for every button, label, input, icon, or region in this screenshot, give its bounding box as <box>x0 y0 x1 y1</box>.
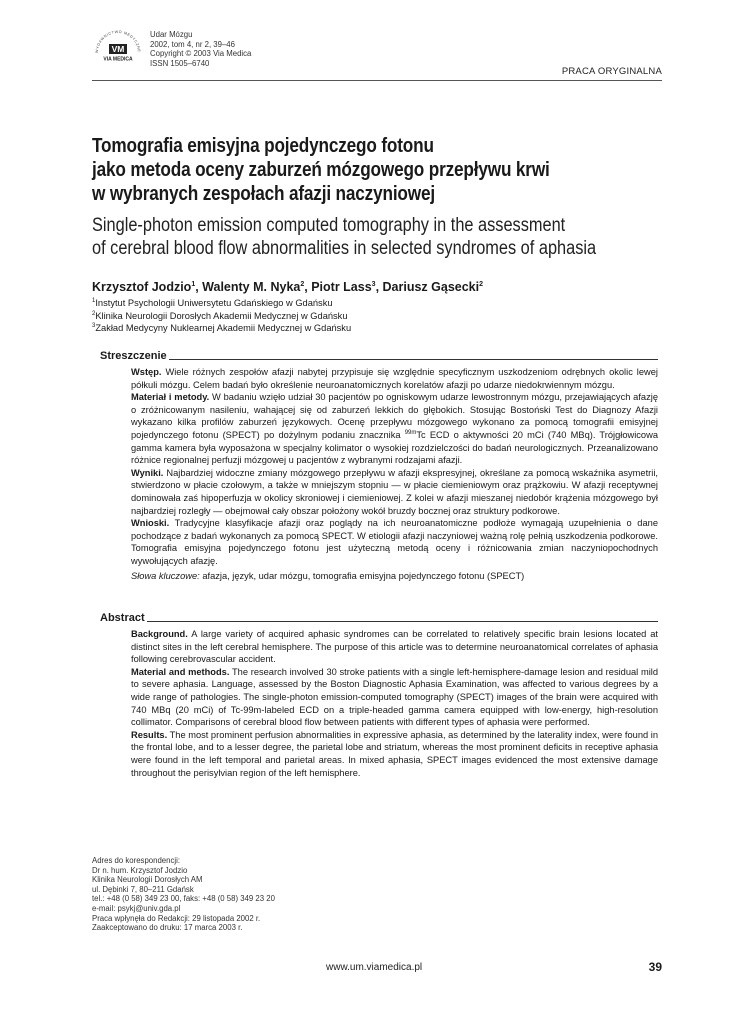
affiliation-text: Zakład Medycyny Nuklearnej Akademii Medycznej w Gdańsku <box>95 323 352 334</box>
title-polish-line: w wybranych zespołach afazji naczyniowej <box>92 183 435 205</box>
author-name: Walenty M. Nyka <box>202 280 301 294</box>
abstract-heading <box>100 612 658 624</box>
journal-info <box>150 30 251 68</box>
logo-publisher: VIA MEDICA <box>103 56 133 63</box>
accepted-date: Zaakceptowano do druku: 17 marca 2003 r. <box>92 923 243 933</box>
affiliation-mark: 2 <box>92 310 96 317</box>
correspondence-block <box>92 856 275 933</box>
wstep-label: Wstęp. <box>131 367 162 377</box>
title-polish-line: Tomografia emisyjna pojedynczego fotonu <box>92 135 434 157</box>
results-label: Results. <box>131 729 168 740</box>
methods-label: Material and methods. <box>131 666 230 677</box>
wstep-paragraph <box>131 366 658 391</box>
keywords-paragraph <box>131 570 658 583</box>
material-label: Materiał i metody. <box>131 392 210 403</box>
author-separator: , <box>375 280 383 294</box>
affiliation-mark: 1 <box>92 297 96 304</box>
wyniki-text: Najbardziej widoczne zmiany mózgowego przepływu w afazji ekspresyjnej, określane za pomocą wskaźnika asymetrii, stwierdzono w płacie czołowym, a także w mniejszym stopniu — w płacie ciemieniowym oraz prążkowiu. W afazji receptywnej dominowała zaś hipoperfuzja w okolicy skroniowej i ciemieniowej. Z kolei w afazji mieszanej niedobór krążenia mózgowego był najbardziej rozległy — obejmował cały obszar położony wokół bruzdy bocznej oraz struktury podkorowe. <box>131 467 658 516</box>
via-medica-logo <box>92 27 144 77</box>
journal-volume: 2002, tom 4, nr 2, 39–46 <box>150 39 235 49</box>
affiliation-item <box>92 297 351 310</box>
wnioski-paragraph <box>131 517 658 567</box>
background-text: A large variety of acquired aphasic syndromes can be correlated to relatively specific brain lesions located at distinct sites in the left cerebral hemisphere. The purpose of this article was to determine neuroanatomical correlates of aphasia following cerebrovascular accident. <box>131 629 658 665</box>
header-divider <box>92 80 662 81</box>
streszczenie-heading-text: Streszczenie <box>100 350 167 362</box>
journal-name: Udar Mózgu <box>150 30 193 39</box>
author-name: Dariusz Gąsecki <box>382 280 480 294</box>
background-paragraph <box>131 628 658 666</box>
correspondence-line: Dr n. hum. Krzysztof Jodzio <box>92 865 188 875</box>
background-label: Background. <box>131 629 188 639</box>
material-text-cont: Tc ECD o aktywności 20 mCi (740 MBq). Trójgłowicowa gamma kamera była wyposażona w specjalny kolimator o wysokiej rozdzielczości do badań neurologicznych. Przeanalizowano różnice regionalnej perfuzji mózgowej u pacjentów z wybranymi rodzajami afazji. <box>131 429 658 466</box>
streszczenie-body <box>131 366 658 582</box>
wyniki-paragraph <box>131 467 658 517</box>
results-paragraph <box>131 729 658 779</box>
results-text: The most prominent perfusion abnormalities in expressive aphasia, as determined by the laterality index, were found in the frontal lobe, and to a lesser degree, the parietal lobe and striatum, whereas the most prominent deficits in receptive aphasia were found in the left temporal and parietal areas. In mixed aphasia, SPECT images evidenced the most extensive damage throughout the perisylvian region of the left hemisphere. <box>131 729 658 778</box>
affiliation-mark: 3 <box>92 323 96 330</box>
affiliation-text: Klinika Neurologii Dorosłych Akademii Medycznej w Gdańsku <box>95 310 348 321</box>
author-name: Krzysztof Jodzio <box>92 280 192 294</box>
received-date: Praca wpłynęła do Redakcji: 29 listopada 2002 r. <box>92 913 261 923</box>
title-english-line: Single-photon emission computed tomography in the assessment <box>92 215 566 236</box>
correspondence-line: tel.: +48 (0 58) 349 23 00, faks: +48 (0 58) 349 23 20 <box>92 894 275 904</box>
abstract-body <box>131 628 658 779</box>
isotope-superscript: 99m <box>404 429 417 436</box>
title-polish-line: jako metoda oceny zaburzeń mózgowego przepływu krwi <box>92 159 550 181</box>
logo-ring-text: WYDAWNICTWO MEDYCZNE <box>94 29 142 54</box>
journal-copyright: Copyright © 2003 Via Medica <box>150 49 252 59</box>
material-paragraph <box>131 391 658 467</box>
methods-text: The research involved 30 stroke patients with a single left-hemisphere-damage lesion and residual mild to severe aphasia. Language, assessed by the Boston Diagnostic Aphasia Examination, was affected to various degrees by a wide range of pathologies. The single-photon emission-computed tomography (SPECT) images of the brain were acquired with 740 MBq (20 mCi) of Tc-99m-labeled ECD on a triple-headed gamma camera equipped with low-energy, high-resolution collimator. Comparisons of cerebral blood flow between patients with different types of aphasia were performed. <box>131 666 659 728</box>
author-affiliation-mark: 3 <box>371 280 376 288</box>
wyniki-label: Wyniki. <box>131 467 164 478</box>
page-number: 39 <box>648 960 662 974</box>
author-separator: , <box>304 280 312 294</box>
abstract-heading-text: Abstract <box>100 612 145 624</box>
affiliation-item <box>92 322 351 335</box>
wnioski-text: Tradycyjne klasyfikacje afazji oraz poglądy na ich neuroanatomiczne podłoże wymagają uzupełnienia o dane pochodzące z badań wykonanych za pomocą SPECT. W etiologii afazji naczyniowej ważną rolę pełnią uszkodzenia podkorowe. Tomografia emisyjna pojedynczego fotonu jest użyteczną metodą oceny i różnicowania zmian naczyniopochodnych wywołujących afazję. <box>131 518 658 566</box>
correspondence-heading: Adres do korespondencji: <box>92 856 180 865</box>
affiliation-item <box>92 310 351 323</box>
author-name: Piotr Lass <box>311 280 372 294</box>
wstep-text: Wiele różnych zespołów afazji nabytej przypisuje się względnie specyficznym uszkodzeniom odrębnych okolic lewej półkuli mózgu. Celem badań było określenie neuroanatomicznych korelatów afazji po udarze niedokrwiennym mózgu. <box>131 367 658 390</box>
correspondence-email: e-mail: psykj@univ.gda.pl <box>92 903 181 913</box>
affiliation-list <box>92 297 351 335</box>
title-english-line: of cerebral blood flow abnormalities in selected syndromes of aphasia <box>92 238 597 259</box>
methods-paragraph <box>131 666 658 729</box>
author-separator: , <box>195 280 203 294</box>
title-polish <box>92 134 574 206</box>
journal-website: www.um.viamedica.pl <box>326 962 423 973</box>
author-affiliation-mark: 2 <box>300 280 305 288</box>
affiliation-text: Instytut Psychologii Uniwersytetu Gdańskiego w Gdańsku <box>95 298 333 308</box>
streszczenie-heading <box>100 350 658 362</box>
author-affiliation-mark: 1 <box>191 280 196 288</box>
author-list <box>92 280 483 294</box>
title-english <box>92 214 597 260</box>
heading-rule <box>169 359 658 360</box>
journal-issn: ISSN 1505–6740 <box>150 58 210 68</box>
wnioski-label: Wnioski. <box>131 518 170 529</box>
author-affiliation-mark: 2 <box>479 280 484 288</box>
heading-rule <box>147 621 658 622</box>
material-text: W badaniu wzięło udział 30 pacjentów po ogniskowym udarze lewostronnym mózgu, przejawiających afazję o zróżnicowanym nasileniu, wahającej się od zaburzeń lekkich do głębokich. Stosując Bostoński Test do Diagnozy Afazji wykazano kilka profilów zaburzeń językowych. Ocenę przepływu mózgowego wykonano za pomocą tomografii emisyjnej pojedynczego fotonu (SPECT) po dożylnym podaniu znacznika <box>131 392 658 440</box>
keywords-text: afazja, język, udar mózgu, tomografia emisyjna pojedynczego fotonu (SPECT) <box>199 570 525 581</box>
logo-monogram: VM <box>111 44 125 54</box>
correspondence-line: ul. Dębinki 7, 80–211 Gdańsk <box>92 884 194 894</box>
article-type-label: PRACA ORYGINALNA <box>561 66 662 77</box>
keywords-label: Słowa kluczowe: <box>131 570 200 581</box>
correspondence-line: Klinika Neurologii Dorosłych AM <box>92 875 203 885</box>
